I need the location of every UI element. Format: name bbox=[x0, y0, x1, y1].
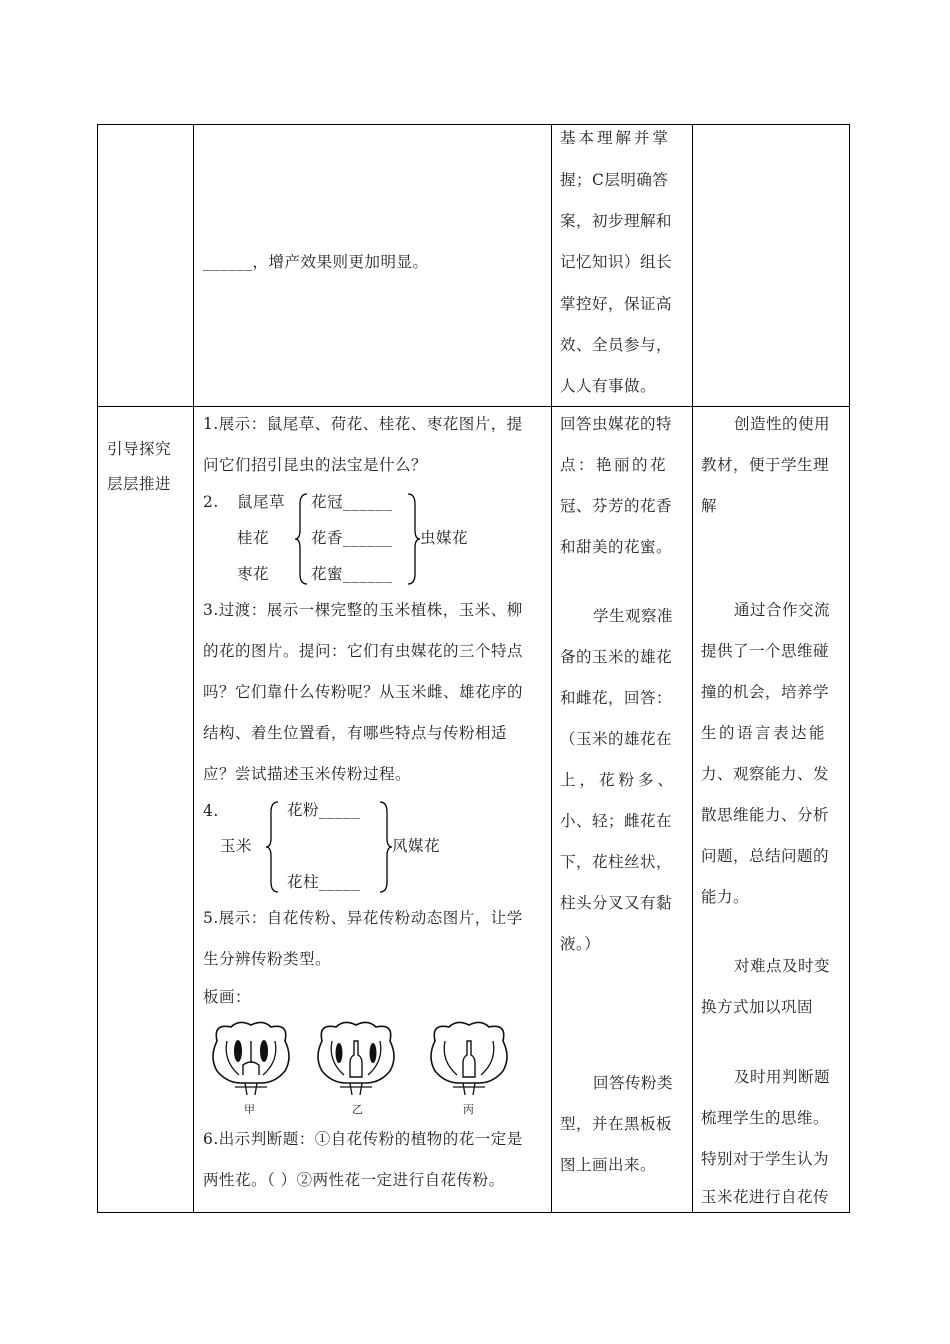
student-answer-3-line-2: 型，并在黑板板 bbox=[560, 1115, 673, 1133]
design-note-1-line-1: 创造性的使用 bbox=[734, 415, 831, 433]
row1-student-line-1: 基本理解并掌 bbox=[560, 129, 672, 147]
item2-result: 虫媒花 bbox=[420, 529, 469, 547]
student-answer-2-line-6: 小、轻；雌花在 bbox=[560, 812, 673, 830]
row1-student-line-2: 握；C层明确答 bbox=[560, 171, 669, 189]
stage-label-line-2: 层层推进 bbox=[107, 475, 172, 493]
student-answer-2-line-2: 备的玉米的雄花 bbox=[560, 648, 673, 666]
item2-trait-3: 花蜜______ bbox=[311, 565, 393, 583]
design-note-4-line-1: 及时用判断题 bbox=[734, 1068, 831, 1086]
item1-line-2: 问它们招引昆虫的法宝是什么？ bbox=[203, 456, 428, 474]
design-note-2-line-4: 生的语言表达能 bbox=[701, 724, 828, 742]
flower-caption-jia: 甲 bbox=[244, 1103, 255, 1116]
item5-line-2: 生分辨传粉类型。 bbox=[203, 950, 332, 968]
student-answer-1-line-2: 点：艳丽的花 bbox=[560, 456, 669, 474]
item2-plant-3: 枣花 bbox=[237, 565, 270, 583]
item2-plant-1: 鼠尾草 bbox=[237, 493, 286, 511]
flower-caption-yi: 乙 bbox=[352, 1103, 363, 1116]
row1-student-line-7: 人人有事做。 bbox=[560, 377, 657, 395]
item3-line-4: 结构、着生位置看，有哪些特点与传粉相适 bbox=[203, 724, 508, 742]
item4-trait-1: 花粉_____ bbox=[287, 801, 361, 819]
student-answer-2-line-4: （玉米的雄花在 bbox=[560, 730, 673, 748]
item2-right-brace bbox=[405, 492, 421, 586]
table-right-border bbox=[849, 124, 850, 1213]
column-divider-2 bbox=[551, 124, 552, 1213]
item6-line-2: 两性花。（ ）②两性花一定进行自花传粉。 bbox=[203, 1171, 505, 1189]
student-answer-2-line-8: 柱头分叉又有黏 bbox=[560, 894, 673, 912]
item3-line-1: 3.过渡：展示一棵完整的玉米植株，玉米、柳 bbox=[203, 601, 523, 619]
flower-diagram-yi bbox=[310, 1017, 402, 1101]
student-answer-2-line-1: 学生观察准 bbox=[593, 607, 674, 625]
design-note-2-line-2: 提供了一个思维碰 bbox=[701, 642, 830, 660]
row1-student-line-6: 效、全员参与， bbox=[560, 336, 673, 354]
table-left-border bbox=[97, 124, 98, 1213]
row-divider bbox=[97, 406, 850, 407]
item4-number: 4. bbox=[203, 802, 219, 820]
row1-content-text: ______，增产效果则更加明显。 bbox=[203, 253, 429, 271]
item2-trait-2: 花香______ bbox=[311, 529, 393, 547]
board-drawing-label: 板画： bbox=[203, 988, 252, 1006]
item2-number: 2. bbox=[203, 493, 219, 511]
item6-line-1: 6.出示判断题：①自花传粉的植物的花一定是 bbox=[203, 1130, 523, 1148]
item4-right-brace bbox=[377, 800, 393, 894]
design-note-2-line-8: 能力。 bbox=[701, 888, 750, 906]
item2-plant-2: 桂花 bbox=[237, 529, 270, 547]
item4-trait-2: 花柱_____ bbox=[287, 873, 361, 891]
student-answer-2-line-7: 下，花柱丝状， bbox=[560, 853, 673, 871]
student-answer-1-line-1: 回答虫媒花的特 bbox=[560, 415, 673, 433]
flower-caption-bing: 丙 bbox=[463, 1103, 474, 1116]
item3-line-2: 的花的图片。提问：它们有虫媒花的三个特点 bbox=[203, 642, 524, 660]
design-note-2-line-6: 散思维能力、分析 bbox=[701, 806, 830, 824]
design-note-1-line-2: 教材，便于学生理 bbox=[701, 456, 830, 474]
design-note-4-line-3: 特别对于学生认为 bbox=[701, 1150, 830, 1168]
flower-diagram-bing bbox=[423, 1017, 515, 1101]
design-note-2-line-7: 问题，总结问题的 bbox=[701, 847, 830, 865]
design-note-3-line-1: 对难点及时变 bbox=[734, 957, 831, 975]
student-answer-2-line-9: 液。） bbox=[560, 935, 601, 953]
student-answer-3-line-3: 图上画出来。 bbox=[560, 1156, 657, 1174]
design-note-4-line-4: 玉米花进行自花传 bbox=[701, 1188, 830, 1206]
item3-line-3: 吗？它们靠什么传粉呢？从玉米雌、雄花序的 bbox=[203, 683, 524, 701]
design-note-2-line-5: 力、观察能力、发 bbox=[701, 765, 830, 783]
item2-left-brace bbox=[294, 492, 310, 586]
row1-student-line-5: 掌控好，保证高 bbox=[560, 295, 673, 313]
student-answer-2-line-5: 上，花粉多、 bbox=[560, 771, 678, 789]
row1-student-line-3: 案，初步理解和 bbox=[560, 212, 673, 230]
design-note-4-line-2: 梳理学生的思维。 bbox=[701, 1109, 830, 1127]
item2-trait-1: 花冠______ bbox=[311, 493, 393, 511]
table-bottom-border bbox=[97, 1212, 850, 1213]
student-answer-1-line-3: 冠、芬芳的花香 bbox=[560, 497, 673, 515]
item4-result: 风媒花 bbox=[392, 837, 441, 855]
student-answer-1-line-4: 和甜美的花蜜。 bbox=[560, 538, 673, 556]
design-note-2-line-1: 通过合作交流 bbox=[734, 601, 831, 619]
table-top-border bbox=[97, 124, 850, 125]
flower-diagram-jia bbox=[205, 1017, 297, 1101]
design-note-2-line-3: 撞的机会，培养学 bbox=[701, 683, 830, 701]
item4-plant: 玉米 bbox=[220, 837, 253, 855]
stage-label-line-1: 引导探究 bbox=[107, 440, 172, 458]
item3-line-5: 应？尝试描述玉米传粉过程。 bbox=[203, 765, 412, 783]
student-answer-2-line-3: 和雌花，回答： bbox=[560, 689, 673, 707]
item5-line-1: 5.展示：自花传粉、异花传粉动态图片，让学 bbox=[203, 909, 523, 927]
item4-left-brace bbox=[265, 800, 281, 894]
item1-line-1: 1.展示：鼠尾草、荷花、桂花、枣花图片，提 bbox=[203, 415, 523, 433]
student-answer-3-line-1: 回答传粉类 bbox=[593, 1074, 674, 1092]
column-divider-3 bbox=[692, 124, 693, 1213]
column-divider-1 bbox=[193, 124, 194, 1213]
row1-student-line-4: 记忆知识）组长 bbox=[560, 253, 673, 271]
design-note-1-line-3: 解 bbox=[701, 497, 718, 515]
design-note-3-line-2: 换方式加以巩固 bbox=[701, 998, 814, 1016]
